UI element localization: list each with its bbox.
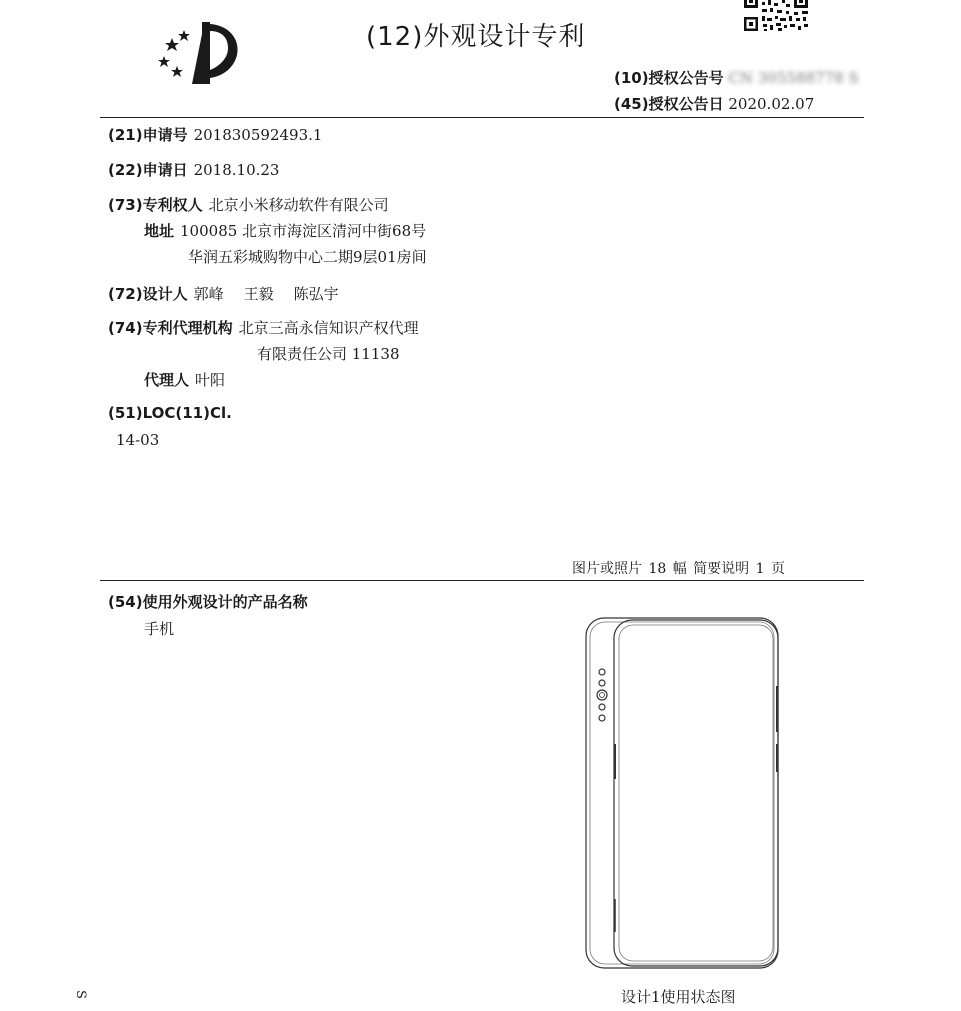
cnipa-logo <box>150 14 250 89</box>
application-date <box>108 159 279 180</box>
application-date-value: 2018.10.23 <box>193 161 280 179</box>
phone-front-screen <box>619 625 773 961</box>
agency-line-2: 有限责任公司 11138 <box>257 345 400 363</box>
address-line-2: 华润五彩城购物中心二期9层01房间 <box>188 248 427 266</box>
phone-back-inner <box>590 622 774 964</box>
camera-1 <box>599 669 605 675</box>
camera-5 <box>599 715 605 721</box>
agent-value: 叶阳 <box>195 371 226 389</box>
product-name-label: (54)使用外观设计的产品名称 <box>108 593 308 611</box>
designers <box>108 283 339 304</box>
agency-line-2-row <box>257 343 400 364</box>
designers-label: (72)设计人 <box>108 285 188 303</box>
patentee <box>108 194 389 215</box>
application-number-value: 201830592493.1 <box>193 126 323 144</box>
address-line-1: 100085 北京市海淀区清河中街68号 <box>180 222 427 240</box>
design-drawing <box>580 614 790 974</box>
grant-pub-no-label: (10)授权公告号 <box>614 69 724 87</box>
patentee-label: (73)专利权人 <box>108 196 203 214</box>
designer-3: 陈弘宇 <box>293 285 339 303</box>
agent-label: 代理人 <box>144 371 190 389</box>
product-name: 手机 <box>144 620 175 638</box>
agency <box>108 317 419 338</box>
address <box>144 220 426 241</box>
agency-label: (74)专利代理机构 <box>108 319 233 337</box>
loc-value-row <box>116 431 159 449</box>
application-number <box>108 124 322 145</box>
grant-pub-date <box>614 93 814 114</box>
page-title: (12)外观设计专利 <box>366 22 586 52</box>
loc-value: 14-03 <box>116 431 160 449</box>
grant-pub-date-value: 2020.02.07 <box>728 95 815 113</box>
application-date-label: (22)申请日 <box>108 161 188 179</box>
product-name-row <box>144 618 174 639</box>
grant-pub-no-value: CN 305588778 S <box>728 69 859 87</box>
designer-1: 郭峰 <box>193 285 224 303</box>
patentee-value: 北京小米移动软件有限公司 <box>208 196 389 214</box>
camera-2 <box>599 680 605 686</box>
agent <box>144 369 225 390</box>
qr-code <box>742 0 812 32</box>
address-label: 地址 <box>144 222 175 240</box>
loc-classification <box>108 404 232 422</box>
middle-divider <box>100 580 864 581</box>
application-number-label: (21)申请号 <box>108 126 188 144</box>
figure-caption: 设计1使用状态图 <box>621 988 736 1006</box>
address-line-2-row <box>188 246 427 267</box>
product-name-label-row <box>108 591 308 612</box>
designer-2: 王毅 <box>243 285 274 303</box>
image-count-text: 图片或照片 18 幅 简要说明 1 页 <box>572 561 785 577</box>
loc-label: (51)LOC(11)Cl. <box>108 404 232 422</box>
agency-line-1: 北京三高永信知识产权代理 <box>238 319 419 337</box>
top-divider <box>100 117 864 118</box>
margin-mark: S <box>73 990 88 999</box>
grant-pub-no <box>614 67 859 88</box>
camera-3 <box>597 690 607 700</box>
grant-pub-date-label: (45)授权公告日 <box>614 95 724 113</box>
camera-4 <box>599 704 605 710</box>
phone-front-panel <box>614 620 778 966</box>
